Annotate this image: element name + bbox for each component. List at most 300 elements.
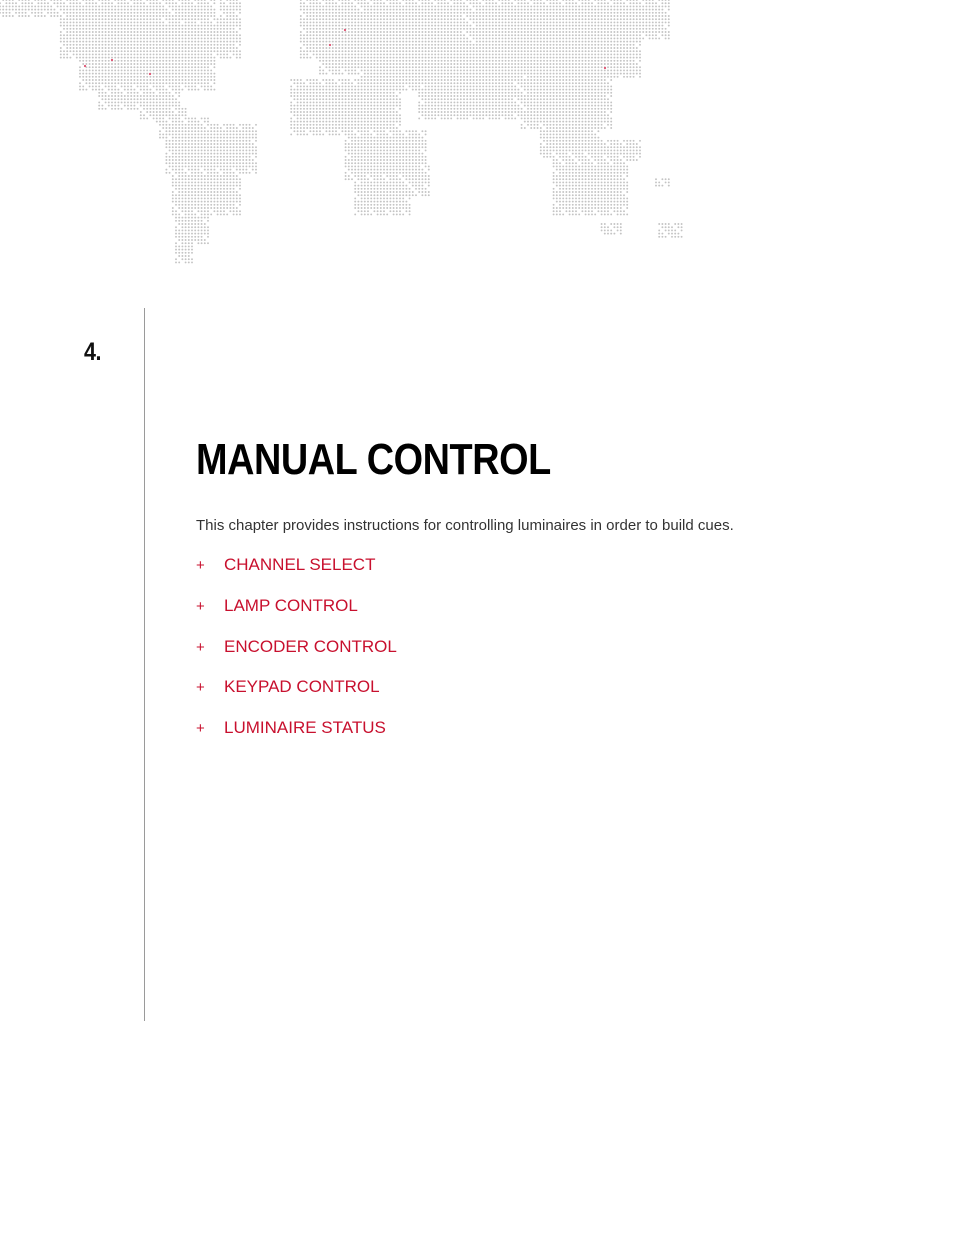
map-dot [233, 25, 235, 27]
map-dot [95, 73, 97, 75]
map-dot [325, 98, 327, 100]
map-dot [431, 76, 433, 78]
map-dot [210, 146, 212, 148]
map-dot [249, 153, 251, 155]
map-dot [226, 18, 228, 20]
map-dot [191, 124, 193, 126]
map-dot [412, 140, 414, 142]
map-dot [185, 47, 187, 49]
map-dot [143, 12, 145, 14]
map-dot [457, 44, 459, 46]
map-dot [117, 9, 119, 11]
map-dot [245, 169, 247, 171]
map-dot [325, 82, 327, 84]
map-dot [191, 18, 193, 20]
map-dot [361, 18, 363, 20]
map-dot [169, 44, 171, 46]
map-dot [223, 50, 225, 52]
map-dot [239, 25, 241, 27]
map-dot [130, 101, 132, 103]
map-dot [79, 2, 81, 4]
map-dot [60, 57, 62, 59]
map-dot [175, 18, 177, 20]
map-dot [191, 137, 193, 139]
map-dot [73, 37, 75, 39]
map-dot [332, 15, 334, 17]
map-dot [0, 12, 1, 14]
map-dot [389, 73, 391, 75]
map-dot [421, 82, 423, 84]
map-dot [441, 60, 443, 62]
map-dot [197, 194, 199, 196]
map-dot [319, 111, 321, 113]
map-dot [175, 108, 177, 110]
map-dot [153, 101, 155, 103]
map-dot [188, 258, 190, 260]
map-dot [313, 101, 315, 103]
map-dot [105, 12, 107, 14]
map-dot [69, 57, 71, 59]
map-dot [108, 9, 110, 11]
map-dot [140, 53, 142, 55]
map-dot [309, 28, 311, 30]
map-dot [319, 127, 321, 129]
map-dot [236, 34, 238, 36]
map-dot [357, 15, 359, 17]
map-dot [377, 92, 379, 94]
map-dot [201, 18, 203, 20]
map-dot [66, 18, 68, 20]
map-dot [63, 9, 65, 11]
map-dot [466, 73, 468, 75]
map-dot [229, 178, 231, 180]
map-dot [383, 108, 385, 110]
map-dot [207, 82, 209, 84]
map-dot [453, 53, 455, 55]
map-dot [197, 191, 199, 193]
map-dot [229, 31, 231, 33]
map-dot [354, 117, 356, 119]
map-dot [233, 50, 235, 52]
map-dot [172, 5, 174, 7]
map-dot [399, 5, 401, 7]
map-dot [396, 37, 398, 39]
map-dot [124, 25, 126, 27]
map-dot [466, 9, 468, 11]
map-dot [370, 50, 372, 52]
map-dot [441, 31, 443, 33]
map-dot [178, 175, 180, 177]
map-dot [153, 85, 155, 87]
map-dot [175, 146, 177, 148]
map-dot [226, 149, 228, 151]
map-dot [153, 95, 155, 97]
map-dot [409, 146, 411, 148]
map-dot [322, 31, 324, 33]
map-dot [444, 89, 446, 91]
map-dot [226, 207, 228, 209]
map-dot [357, 117, 359, 119]
map-dot [194, 63, 196, 65]
map-dot [178, 165, 180, 167]
map-dot [181, 63, 183, 65]
map-dot [405, 15, 407, 17]
map-dot [127, 21, 129, 23]
map-dot [121, 92, 123, 94]
map-dot [137, 37, 139, 39]
map-dot [89, 25, 91, 27]
map-dot [233, 153, 235, 155]
map-dot [332, 63, 334, 65]
map-dot [383, 25, 385, 27]
map-dot [85, 89, 87, 91]
map-dot [191, 229, 193, 231]
map-dot [293, 98, 295, 100]
map-dot [351, 60, 353, 62]
map-dot [210, 50, 212, 52]
map-dot [89, 21, 91, 23]
map-dot [309, 85, 311, 87]
map-dot [386, 21, 388, 23]
map-dot [415, 159, 417, 161]
map-dot [383, 207, 385, 209]
map-dot [293, 108, 295, 110]
map-dot [377, 63, 379, 65]
map-dot [37, 5, 39, 7]
map-dot [329, 0, 331, 1]
map-dot [425, 66, 427, 68]
map-dot [140, 60, 142, 62]
map-dot [133, 50, 135, 52]
map-dot [421, 140, 423, 142]
map-dot [357, 28, 359, 30]
map-dot [332, 34, 334, 36]
map-dot [146, 21, 148, 23]
map-dot [117, 82, 119, 84]
map-dot [377, 175, 379, 177]
map-dot [105, 101, 107, 103]
map-dot [220, 53, 222, 55]
map-dot [329, 18, 331, 20]
map-dot [463, 60, 465, 62]
map-dot [66, 0, 68, 1]
map-dot [399, 210, 401, 212]
map-dot [399, 60, 401, 62]
map-dot [169, 146, 171, 148]
map-dot [181, 255, 183, 257]
map-dot [229, 172, 231, 174]
map-dot [345, 41, 347, 43]
map-dot [293, 124, 295, 126]
map-dot [447, 25, 449, 27]
map-dot [79, 85, 81, 87]
map-dot [175, 178, 177, 180]
map-dot [361, 101, 363, 103]
map-dot [300, 105, 302, 107]
map-dot [217, 18, 219, 20]
map-dot [181, 47, 183, 49]
map-dot [162, 137, 164, 139]
map-dot [405, 159, 407, 161]
map-dot [34, 5, 36, 7]
map-dot [345, 44, 347, 46]
map-dot [213, 37, 215, 39]
map-dot [373, 114, 375, 116]
map-dot [303, 124, 305, 126]
map-dot [447, 89, 449, 91]
map-dot [194, 233, 196, 235]
map-dot [191, 226, 193, 228]
map-dot [389, 117, 391, 119]
map-dot [204, 210, 206, 212]
map-dot [399, 165, 401, 167]
map-dot [175, 159, 177, 161]
map-dot [367, 137, 369, 139]
map-dot [255, 169, 257, 171]
map-dot [153, 50, 155, 52]
map-dot [162, 121, 164, 123]
map-dot [345, 95, 347, 97]
map-dot [101, 53, 103, 55]
map-dot [364, 105, 366, 107]
map-dot [210, 201, 212, 203]
map-dot [409, 188, 411, 190]
map-dot [431, 53, 433, 55]
map-dot [210, 21, 212, 23]
map-dot [367, 53, 369, 55]
map-dot [185, 217, 187, 219]
map-dot [460, 89, 462, 91]
map-dot [44, 0, 46, 1]
map-dot [95, 53, 97, 55]
map-dot [117, 108, 119, 110]
map-dot [367, 178, 369, 180]
map-dot [348, 79, 350, 81]
map-dot [210, 159, 212, 161]
map-dot [197, 66, 199, 68]
map-dot [60, 9, 62, 11]
map-dot [149, 57, 151, 59]
map-dot [345, 172, 347, 174]
map-dot [322, 44, 324, 46]
map-dot [377, 79, 379, 81]
map-dot [348, 146, 350, 148]
map-dot [441, 76, 443, 78]
map-dot [290, 108, 292, 110]
map-dot [108, 25, 110, 27]
map-dot [137, 34, 139, 36]
map-dot [140, 105, 142, 107]
map-dot [153, 2, 155, 4]
map-dot [335, 21, 337, 23]
map-dot [175, 44, 177, 46]
map-dot [165, 159, 167, 161]
map-dot [367, 197, 369, 199]
map-dot [207, 213, 209, 215]
map-dot [66, 37, 68, 39]
map-dot [351, 63, 353, 65]
map-dot [172, 149, 174, 151]
map-dot [165, 15, 167, 17]
map-dot [460, 28, 462, 30]
map-dot [373, 197, 375, 199]
map-dot [197, 226, 199, 228]
map-dot [140, 28, 142, 30]
map-dot [121, 76, 123, 78]
map-dot [233, 127, 235, 129]
map-dot [236, 0, 238, 1]
map-dot [335, 12, 337, 14]
map-dot [335, 101, 337, 103]
map-dot [165, 169, 167, 171]
map-dot [309, 101, 311, 103]
map-dot [351, 165, 353, 167]
map-dot [133, 57, 135, 59]
map-dot [425, 53, 427, 55]
map-dot [415, 47, 417, 49]
map-dot [207, 117, 209, 119]
map-dot [405, 5, 407, 7]
map-dot [210, 149, 212, 151]
map-dot [245, 137, 247, 139]
map-dot [383, 181, 385, 183]
map-dot [207, 18, 209, 20]
map-dot [172, 124, 174, 126]
map-dot [181, 217, 183, 219]
map-dot [389, 92, 391, 94]
map-dot [207, 153, 209, 155]
map-dot [386, 60, 388, 62]
map-dot [169, 133, 171, 135]
map-dot [399, 191, 401, 193]
map-dot [380, 44, 382, 46]
map-dot [345, 146, 347, 148]
map-dot [101, 76, 103, 78]
map-dot [204, 0, 206, 1]
map-dot [185, 156, 187, 158]
map-dot [229, 18, 231, 20]
map-dot [399, 73, 401, 75]
map-dot [117, 2, 119, 4]
map-dot [252, 143, 254, 145]
map-dot [204, 28, 206, 30]
map-dot [367, 213, 369, 215]
map-dot [201, 236, 203, 238]
map-dot [415, 5, 417, 7]
map-dot [370, 213, 372, 215]
map-dot [0, 9, 1, 11]
map-dot [415, 15, 417, 17]
map-dot [69, 34, 71, 36]
map-dot [95, 5, 97, 7]
map-dot [345, 111, 347, 113]
map-dot [229, 159, 231, 161]
map-dot [111, 9, 113, 11]
map-dot [313, 37, 315, 39]
map-dot [213, 172, 215, 174]
map-dot [389, 114, 391, 116]
map-dot [373, 201, 375, 203]
map-dot [220, 159, 222, 161]
map-dot [153, 47, 155, 49]
map-dot [169, 149, 171, 151]
map-dot [428, 69, 430, 71]
map-dot [85, 12, 87, 14]
map-dot [380, 98, 382, 100]
map-dot [233, 178, 235, 180]
map-dot [207, 2, 209, 4]
map-dot [165, 12, 167, 14]
map-dot [181, 28, 183, 30]
map-dot [239, 146, 241, 148]
map-dot [466, 63, 468, 65]
map-dot [325, 31, 327, 33]
map-dot [204, 76, 206, 78]
map-dot [351, 34, 353, 36]
map-dot [383, 98, 385, 100]
map-dot [370, 101, 372, 103]
map-dot [354, 92, 356, 94]
map-dot [393, 60, 395, 62]
map-dot [149, 47, 151, 49]
map-dot [178, 63, 180, 65]
map-dot [60, 5, 62, 7]
map-dot [354, 28, 356, 30]
map-dot [47, 5, 49, 7]
map-dot [393, 137, 395, 139]
map-dot [178, 252, 180, 254]
map-dot [415, 37, 417, 39]
map-dot [300, 79, 302, 81]
map-dot [373, 153, 375, 155]
map-dot [329, 21, 331, 23]
map-dot [201, 60, 203, 62]
map-dot [220, 133, 222, 135]
map-dot [345, 143, 347, 145]
map-dot [85, 0, 87, 1]
map-dot [114, 12, 116, 14]
map-dot [389, 18, 391, 20]
map-dot [396, 79, 398, 81]
map-dot [409, 197, 411, 199]
map-dot [105, 15, 107, 17]
map-dot [313, 0, 315, 1]
map-dot [121, 18, 123, 20]
map-dot [319, 130, 321, 132]
map-dot [191, 188, 193, 190]
map-dot [191, 5, 193, 7]
map-dot [101, 92, 103, 94]
map-dot [69, 28, 71, 30]
map-dot [162, 133, 164, 135]
map-dot [335, 108, 337, 110]
map-dot [201, 137, 203, 139]
map-dot [319, 60, 321, 62]
map-dot [335, 121, 337, 123]
map-dot [108, 57, 110, 59]
map-dot [172, 162, 174, 164]
map-dot [114, 37, 116, 39]
map-dot [373, 53, 375, 55]
map-dot [85, 47, 87, 49]
map-dot [172, 47, 174, 49]
map-dot [223, 197, 225, 199]
map-dot [351, 21, 353, 23]
map-dot [133, 69, 135, 71]
map-dot [194, 89, 196, 91]
map-dot [140, 0, 142, 1]
map-dot [437, 63, 439, 65]
